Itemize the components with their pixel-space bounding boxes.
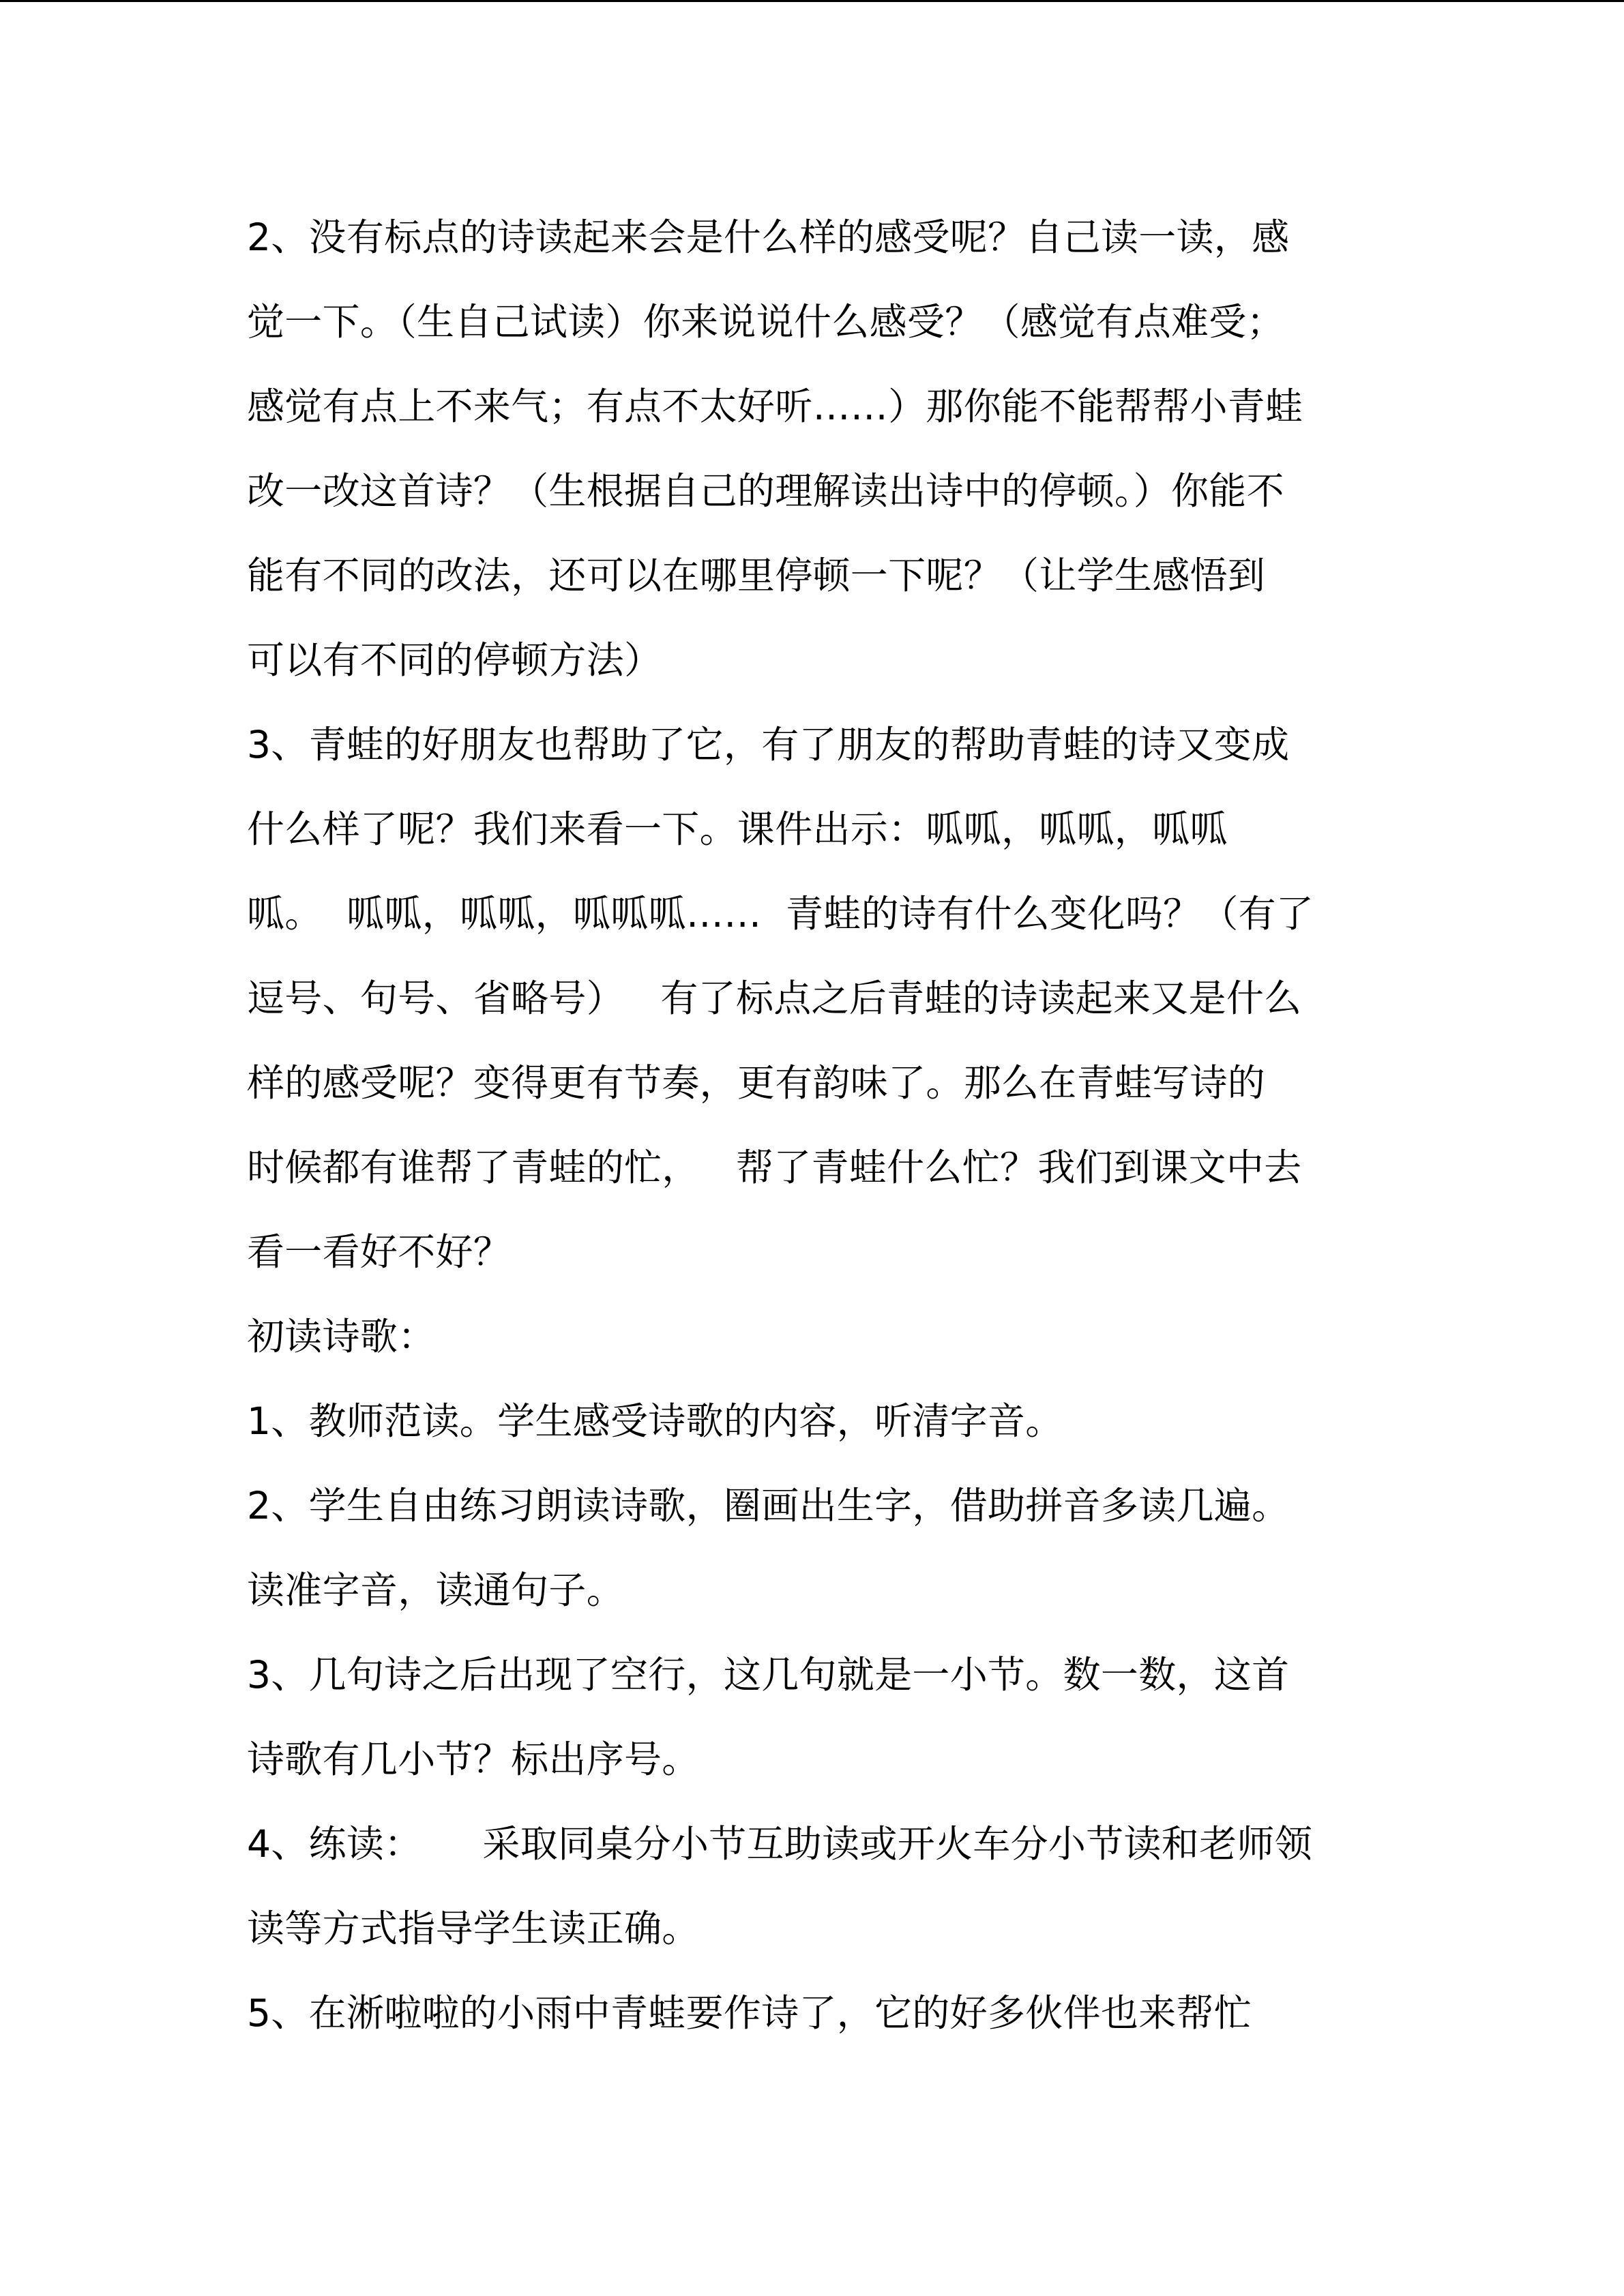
text-line: 看一看好不好？ (247, 1230, 512, 1274)
section-heading-first-reading (247, 1294, 1386, 1379)
text-line: 3、青蛙的好朋友也帮助了它，有了朋友的帮助青蛙的诗又变成 (247, 723, 1290, 766)
text-line: 呱。 呱呱，呱呱，呱呱呱…… 青蛙的诗有什么变化吗？（有了 (247, 892, 1314, 936)
text-line: 时候都有谁帮了青蛙的忙， 帮了青蛙什么忙？我们到课文中去 (247, 1146, 1302, 1189)
paragraph-step-4 (247, 1802, 1386, 1971)
text-line: 读准字音，读通句子。 (247, 1568, 625, 1612)
text-line: 5、在淅啦啦的小雨中青蛙要作诗了，它的好多伙伴也来帮忙 (247, 1991, 1252, 2035)
text-line: 2、学生自由练习朗读诗歌，圈画出生字，借助拼音多读几遍。 (247, 1484, 1290, 1527)
paragraph-step-1 (247, 1379, 1386, 1463)
paragraph-step-3 (247, 1632, 1386, 1802)
document-body (247, 195, 1386, 2055)
text-line: 什么样了呢？我们来看一下。课件出示：呱呱，呱呱，呱呱 (247, 807, 1228, 851)
section-heading: 初读诗歌： (247, 1315, 436, 1358)
paragraph-step-2 (247, 1463, 1386, 1632)
text-line: 2、没有标点的诗读起来会是什么样的感受呢？自己读一读，感 (247, 215, 1290, 259)
text-line: 可以有不同的停顿方法） (247, 638, 662, 682)
text-line: 能有不同的改法，还可以在哪里停顿一下呢？（让学生感悟到 (247, 554, 1266, 597)
text-line: 3、几句诗之后出现了空行，这几句就是一小节。数一数，这首 (247, 1653, 1290, 1697)
text-line: 1、教师范读。学生感受诗歌的内容，听清字音。 (247, 1399, 1063, 1443)
text-line: 诗歌有几小节？标出序号。 (247, 1738, 700, 1781)
paragraph-3-friends-help (247, 702, 1386, 1294)
text-line: 改一改这首诗？（生根据自己的理解读出诗中的停顿。）你能不 (247, 469, 1284, 513)
text-line: 觉一下。（生自己试读）你来说说什么感受？（感觉有点难受； (247, 300, 1284, 344)
text-line: 感觉有点上不来气；有点不太好听……）那你能不能帮帮小青蛙 (247, 385, 1303, 428)
text-line: 样的感受呢？变得更有节奏，更有韵味了。那么在青蛙写诗的 (247, 1061, 1266, 1105)
text-line: 读等方式指导学生读正确。 (247, 1907, 700, 1950)
text-line: 4、练读： 采取同桌分小节互助读或开火车分小节读和老师领 (247, 1822, 1313, 1866)
text-line: 逗号、句号、省略号） 有了标点之后青蛙的诗读起来又是什么 (247, 976, 1302, 1020)
paragraph-2-punctuation-reading (247, 195, 1386, 702)
paragraph-step-5 (247, 1971, 1386, 2055)
